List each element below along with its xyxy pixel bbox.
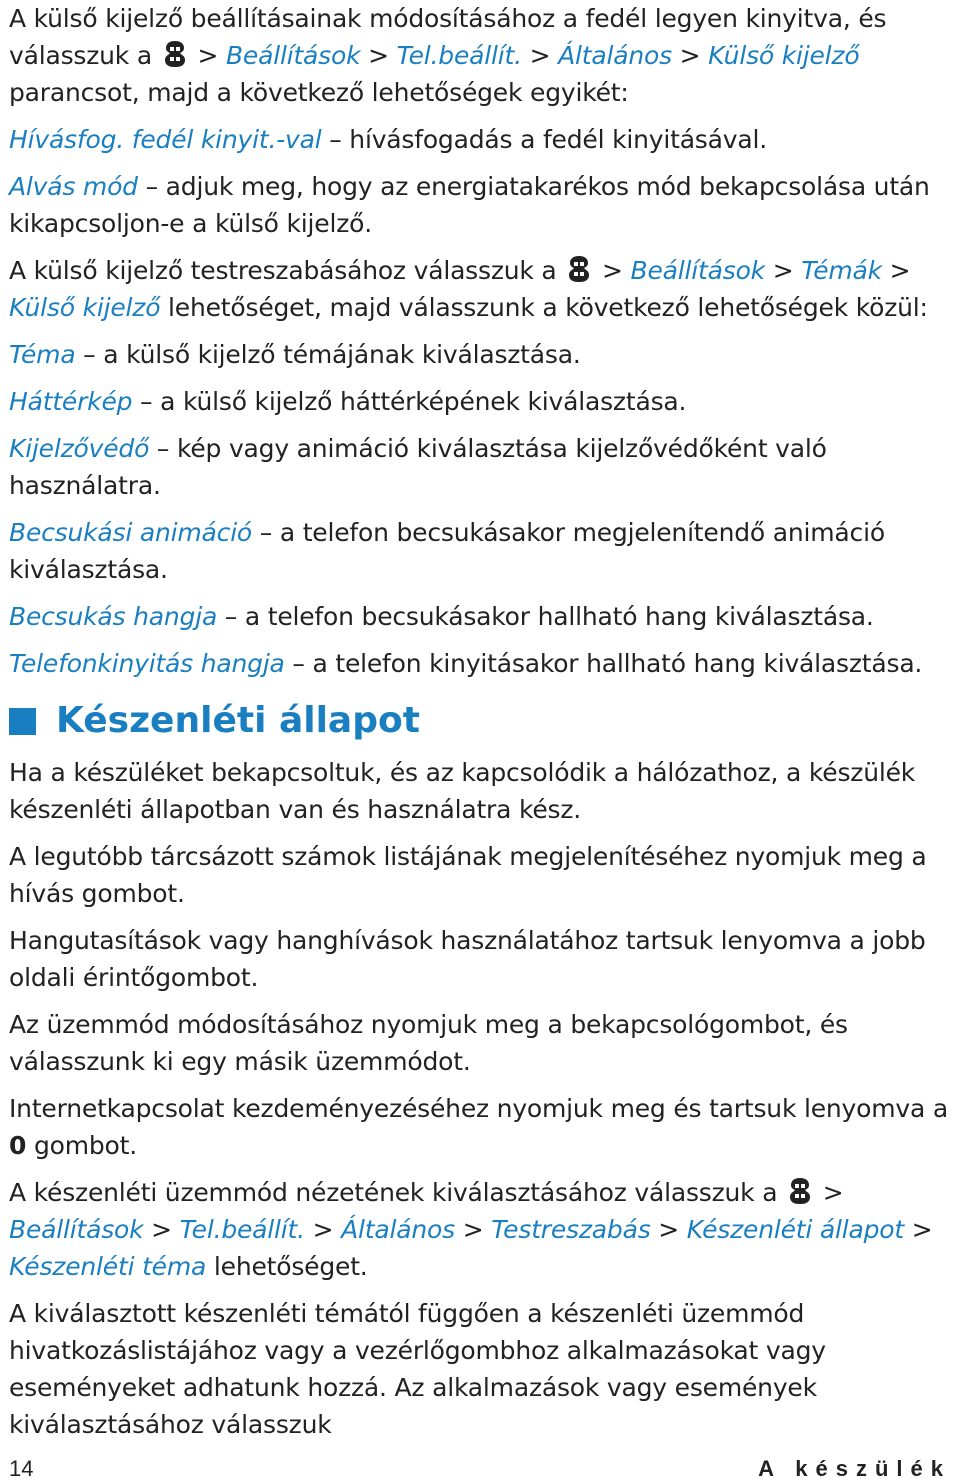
option-tema: [9, 336, 954, 373]
option-telefonkinyitas-hangja: [9, 645, 954, 682]
page-number: 14: [9, 1456, 34, 1481]
menu-link-testreszabas[interactable]: Testreszabás: [491, 1215, 651, 1244]
menu-key-icon: [787, 1176, 813, 1206]
option-kijelzovedo: [9, 430, 954, 504]
separator: >: [189, 41, 226, 70]
separator: >: [360, 41, 397, 70]
paragraph-standby-intro: Ha a készüléket bekapcsoltuk, és az kapcsolódik a hálózathoz, a készülék készenléti állapotban van és használatra kész.: [9, 758, 916, 824]
paragraph-profile-change: Az üzemmód módosításához nyomjuk meg a bekapcsológombot, és válasszunk ki egy másik üzemmódot.: [9, 1010, 848, 1076]
option-description: – a telefon kinyitásakor hallható hang kiválasztása.: [284, 649, 923, 678]
text: A készenléti üzemmód nézetének kiválasztásához válasszuk a: [9, 1178, 786, 1207]
page-content: [9, 0, 954, 1443]
option-becsukas-hangja: [9, 598, 954, 635]
menu-link-tel-beallit[interactable]: Tel.beállít.: [179, 1215, 305, 1244]
menu-key-icon: [162, 39, 188, 69]
separator: >: [143, 1215, 180, 1244]
menu-link-kulso-kijelzo[interactable]: Külső kijelző: [708, 41, 860, 70]
text: A külső kijelző beállításainak módosításához a fedél legyen kinyitva, és válasszuk a: [9, 4, 887, 70]
separator: >: [594, 256, 631, 285]
option-description: – a telefon becsukásakor hallható hang kiválasztása.: [217, 602, 874, 631]
option-link[interactable]: Téma: [9, 340, 76, 369]
paragraph-internet-connection: [9, 1090, 954, 1164]
text: parancsot, majd a következő lehetőségek egyikét:: [9, 78, 629, 107]
option-description: – a külső kijelző háttérképének kiválasztása.: [132, 387, 687, 416]
option-link[interactable]: Háttérkép: [9, 387, 133, 416]
menu-link-beallitasok[interactable]: Beállítások: [225, 41, 361, 70]
option-description: – a külső kijelző témájának kiválasztása.: [75, 340, 581, 369]
text: Internetkapcsolat kezdeményezéséhez nyomjuk meg és tartsuk lenyomva a: [9, 1094, 948, 1123]
separator: >: [671, 41, 709, 70]
separator: >: [454, 1215, 492, 1244]
menu-key-icon: [566, 254, 592, 284]
option-link[interactable]: Hívásfog. fedél kinyit.-val: [9, 125, 322, 154]
heading-square-icon: [9, 708, 36, 735]
separator: >: [815, 1178, 844, 1207]
option-link[interactable]: Becsukás hangja: [9, 602, 218, 631]
text: A külső kijelző testreszabásához válasszuk a: [9, 256, 565, 285]
option-hatterkep: [9, 383, 954, 420]
option-description: – a telefon becsukásakor megjelenítendő animáció kiválasztása.: [9, 518, 885, 584]
paragraph-standby-view: [9, 1174, 954, 1285]
option-description: – hívásfogadás a fedél kinyitásával.: [321, 125, 767, 154]
section-heading: [9, 696, 954, 746]
separator: >: [881, 256, 911, 285]
option-link[interactable]: Becsukási animáció: [9, 518, 253, 547]
menu-link-beallitasok[interactable]: Beállítások: [9, 1215, 144, 1244]
option-link[interactable]: Telefonkinyitás hangja: [9, 649, 285, 678]
separator: >: [521, 41, 559, 70]
key-label: 0: [9, 1131, 27, 1160]
option-link[interactable]: Alvás mód: [9, 172, 138, 201]
text: lehetőséget, majd válasszunk a következő lehetőségek közül:: [160, 293, 928, 322]
menu-link-keszenleti-tema[interactable]: Készenléti téma: [9, 1252, 207, 1281]
paragraph-cover-display-settings: [9, 0, 954, 111]
menu-link-tel-beallit[interactable]: Tel.beállít.: [396, 41, 522, 70]
option-alvas-mod: [9, 168, 954, 242]
option-link[interactable]: Kijelzővédő: [9, 434, 150, 463]
paragraph-standby-theme-apps: A kiválasztott készenléti témától függően a készenléti üzemmód hivatkozáslistájához vagy a vezérlőgombhoz alkalmazásokat vagy eseményeket adhatunk hozzá. Az alkalmazások vagy események kiválasztásához válasszuk: [9, 1299, 826, 1439]
menu-link-keszenleti-allapot[interactable]: Készenléti állapot: [686, 1215, 904, 1244]
option-hivasfog: [9, 121, 954, 158]
text: gombot.: [26, 1131, 137, 1160]
menu-link-temak[interactable]: Témák: [801, 256, 882, 285]
menu-link-altalanos[interactable]: Általános: [341, 1215, 455, 1244]
menu-link-kulso-kijelzo[interactable]: Külső kijelző: [9, 293, 161, 322]
section-title: Készenléti állapot: [56, 700, 420, 741]
text: lehetőséget.: [206, 1252, 368, 1281]
option-description: – adjuk meg, hogy az energiatakarékos mód bekapcsolása után kikapcsoljon-e a külső kijelző.: [9, 172, 930, 238]
menu-link-altalanos[interactable]: Általános: [558, 41, 672, 70]
page-footer: [9, 1454, 951, 1484]
option-becsukasi-animacio: [9, 514, 954, 588]
chapter-title: A készülék: [758, 1456, 951, 1481]
option-description: – kép vagy animáció kiválasztása kijelzővédőként való használatra.: [9, 434, 827, 500]
separator: >: [650, 1215, 687, 1244]
paragraph-voice-commands: Hangutasítások vagy hanghívások használatához tartsuk lenyomva a jobb oldali érintőgombot.: [9, 926, 926, 992]
separator: >: [903, 1215, 933, 1244]
paragraph-cover-display-customize: [9, 252, 954, 326]
paragraph-dialed-numbers: A legutóbb tárcsázott számok listájának megjelenítéséhez nyomjuk meg a hívás gombot.: [9, 842, 927, 908]
separator: >: [304, 1215, 342, 1244]
separator: >: [764, 256, 802, 285]
menu-link-beallitasok[interactable]: Beállítások: [630, 256, 765, 285]
